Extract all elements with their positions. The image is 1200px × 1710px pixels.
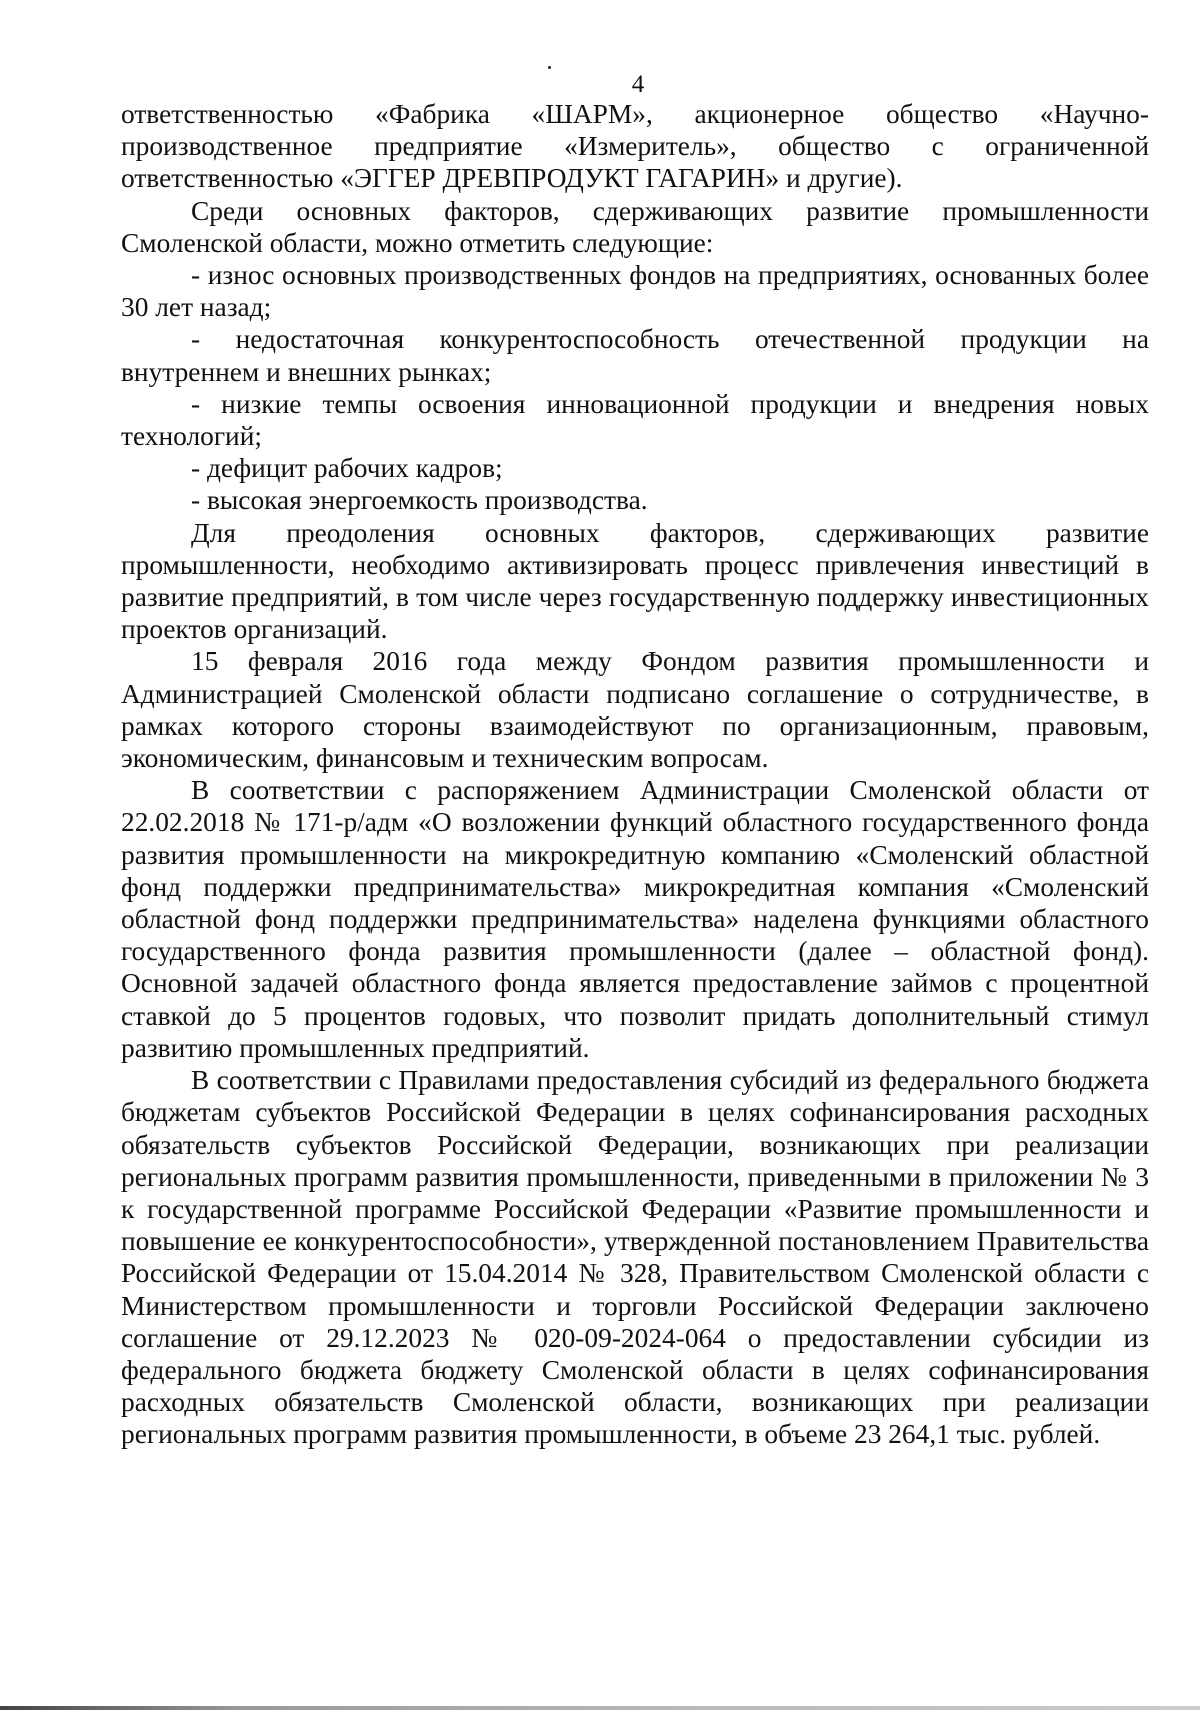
paragraph-investment: Для преодоления основных факторов, сдерживающих развитие промышленности, необходимо активизировать процесс привлечения инвестиций в развитие предприятий, в том числе через государственную поддержку инвестиционных проектов организаций. [121,517,1149,645]
paragraph-continuation: ответственностью «Фабрика «ШАРМ», акционерное общество «Научно-производственное предприятие «Измеритель», общество с ограниченной ответственностью «ЭГГЕР ДРЕВПРОДУКТ ГАГАРИН» и другие). [121,99,1149,194]
scan-dot [548,66,551,69]
paragraph-factors-intro: Среди основных факторов, сдерживающих развитие промышленности Смоленской области, можно отметить следующие: [121,195,1149,258]
list-item-factor-5: - высокая энергоемкость производства. [191,485,648,516]
list-item-factor-1: - износ основных производственных фондов на предприятиях, основанных более 30 лет назад; [121,260,1149,323]
paragraph-agreement-2016: 15 февраля 2016 года между Фондом развития промышленности и Администрацией Смоленской области подписано соглашение о сотрудничестве, в рамках которого стороны взаимодействуют по организационным, правовым, экономическим, финансовым и техническим вопросам. [121,646,1149,774]
paragraph-regional-fund: В соответствии с распоряжением Администрации Смоленской области от 22.02.2018 № 171-р/адм «О возложении функций областного государственного фонда развития промышленности на микрокредитную компанию «Смоленский областной фонд поддержки предпринимательства» микрокредитная компания «Смоленский областной фонд поддержки предпринимательства» наделена функциями областного государственного фонда развития промышленности (далее – областной фонд). Основной задачей областного фонда является предоставление займов с процентной ставкой до 5 процентов годовых, что позволит придать дополнительный стимул развитию промышленных предприятий. [121,775,1149,1063]
list-item-factor-4: - дефицит рабочих кадров; [191,453,503,484]
paragraph-subsidy: В соответствии с Правилами предоставления субсидий из федерального бюджета бюджетам субъектов Российской Федерации в целях софинансирования расходных обязательств субъектов Российской Федерации, возникающих при реализации региональных программ развития промышленности, приведенными в приложении № 3 к государственной программе Российской Федерации «Развитие промышленности и повышение ее конкурентоспособности», утвержденной постановлением Правительства Российской Федерации от 15.04.2014 № 328, Правительством Смоленской области с Министерством промышленности и торговли Российской Федерации заключено соглашение от 29.12.2023 № 020-09-2024-064 о предоставлении субсидии из федерального бюджета бюджету Смоленской области в целях софинансирования расходных обязательств Смоленской области, возникающих при реализации региональных программ развития промышленности, в объеме 23 264,1 тыс. рублей. [121,1065,1149,1450]
document-body [121,98,1149,1451]
list-item-factor-3: - низкие темпы освоения инновационной продукции и внедрения новых технологий; [121,388,1149,452]
list-item-factor-2: - недостаточная конкурентоспособность отечественной продукции на внутреннем и внешних рынках; [121,324,1149,387]
page-number: 4 [631,71,645,98]
scan-edge-line [0,1706,1200,1710]
